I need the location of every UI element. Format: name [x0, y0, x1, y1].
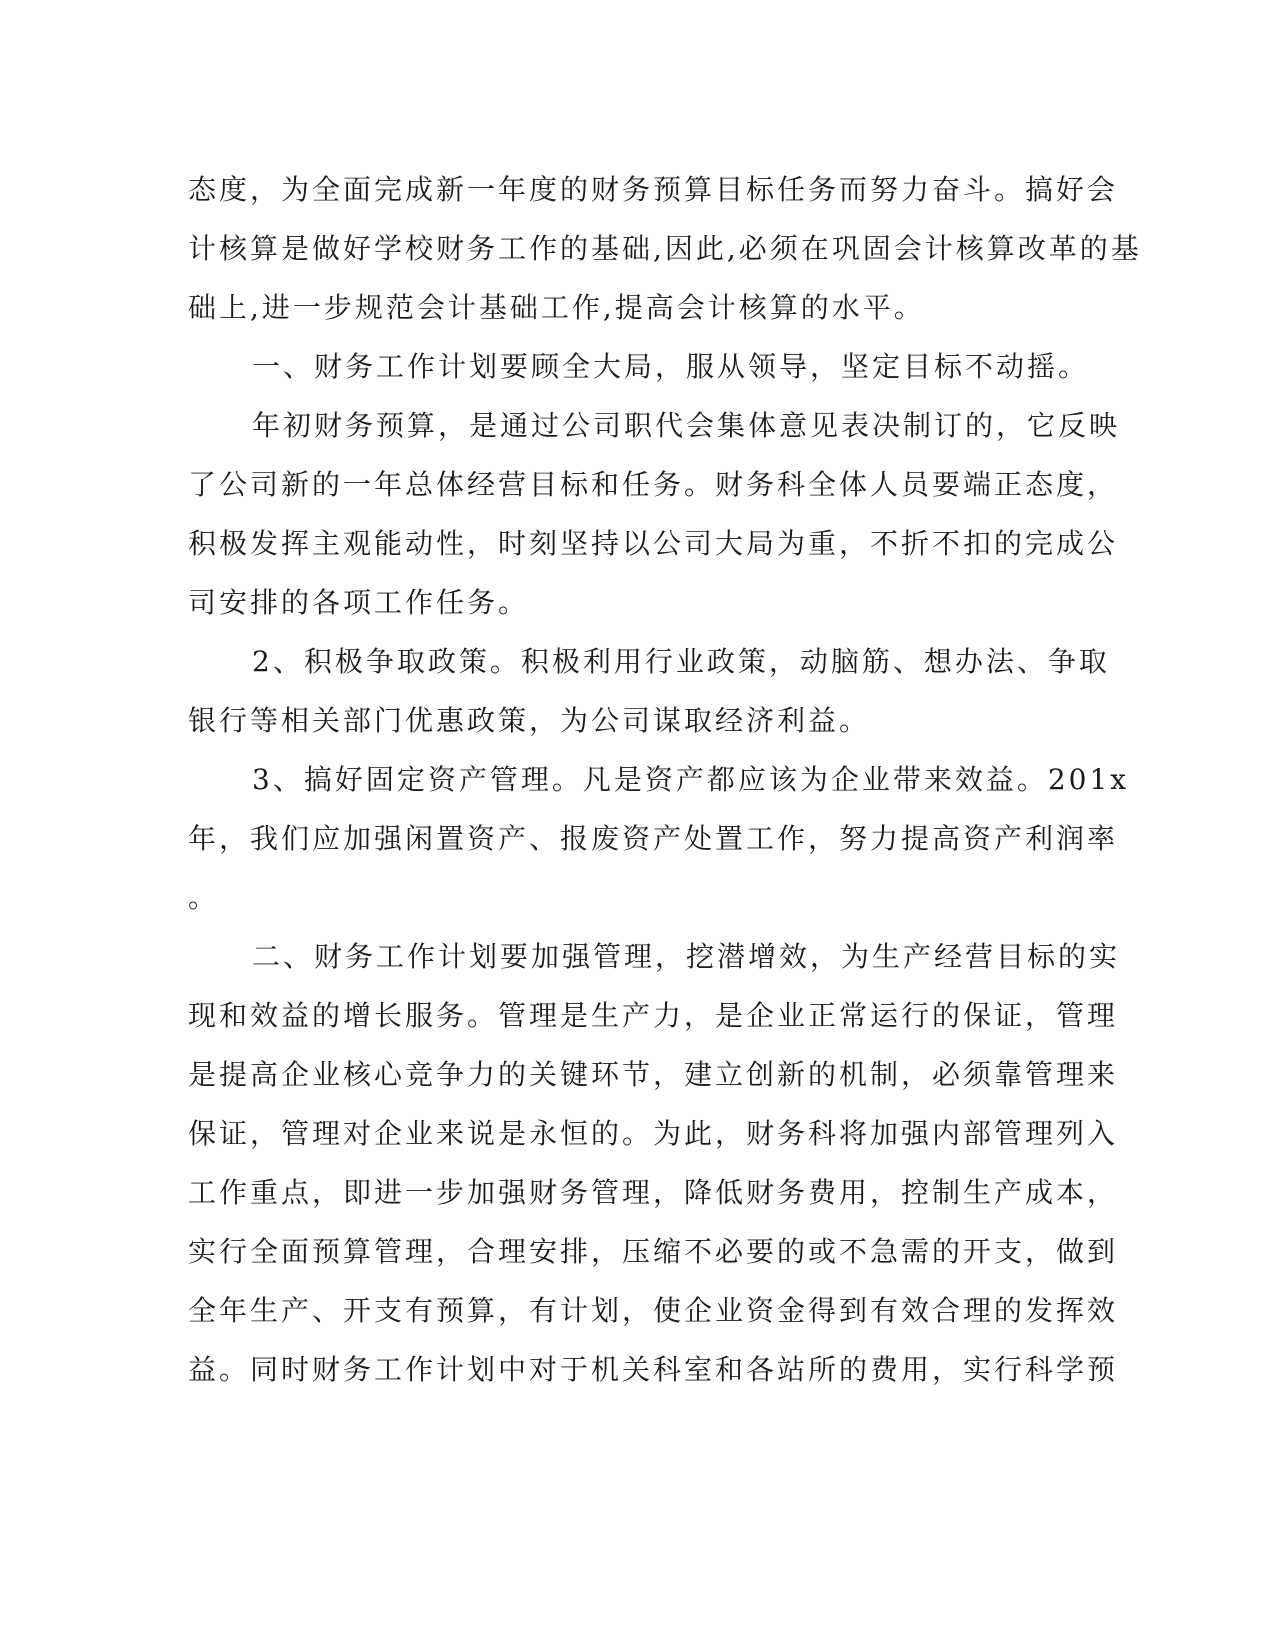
section-heading-1: 一、财务工作计划要顾全大局，服从领导，坚定目标不动摇。: [252, 350, 1090, 383]
section-heading-2: 二、财务工作计划要加强管理，挖潜增效，为生产经营目标的实: [252, 940, 1121, 973]
text-line: 态度，为全面完成新一年度的财务预算目标任务而努力奋斗。搞好会: [188, 173, 1119, 206]
text-line: 。: [188, 881, 220, 914]
text-line: 计核算是做好学校财务工作的基础,因此,必须在巩固会计核算改革的基: [188, 232, 1142, 265]
text-line: 现和效益的增长服务。管理是生产力，是企业正常运行的保证，管理: [188, 999, 1119, 1032]
paragraph-start: 年初财务预算，是通过公司职代会集体意见表决制订的，它反映: [252, 409, 1121, 442]
text-line: 益。同时财务工作计划中对于机关科室和各站所的费用，实行科学预: [188, 1353, 1119, 1386]
text-line: 司安排的各项工作任务。: [188, 586, 530, 619]
text-line: 保证，管理对企业来说是永恒的。为此，财务科将加强内部管理列入: [188, 1117, 1119, 1150]
list-item-3: 3、搞好固定资产管理。凡是资产都应该为企业带来效益。201x: [252, 763, 1130, 796]
text-line: 积极发挥主观能动性，时刻坚持以公司大局为重，不折不扣的完成公: [188, 527, 1119, 560]
text-line: 实行全面预算管理，合理安排，压缩不必要的或不急需的开支，做到: [188, 1235, 1119, 1268]
text-line: 银行等相关部门优惠政策，为公司谋取经济利益。: [188, 704, 871, 737]
list-item-2: 2、积极争取政策。积极利用行业政策，动脑筋、想办法、争取: [252, 645, 1110, 678]
text-line: 是提高企业核心竞争力的关键环节，建立创新的机制，必须靠管理来: [188, 1058, 1119, 1091]
text-line: 全年生产、开支有预算，有计划，使企业资金得到有效合理的发挥效: [188, 1294, 1119, 1327]
text-line: 工作重点，即进一步加强财务管理，降低财务费用，控制生产成本，: [188, 1176, 1119, 1209]
body-text: [188, 160, 1142, 1399]
text-line: 年，我们应加强闲置资产、报废资产处置工作，努力提高资产利润率: [188, 822, 1119, 855]
text-line: 了公司新的一年总体经营目标和任务。财务科全体人员要端正态度，: [188, 468, 1119, 501]
text-line: 础上,进一步规范会计基础工作,提高会计核算的水平。: [188, 291, 925, 324]
